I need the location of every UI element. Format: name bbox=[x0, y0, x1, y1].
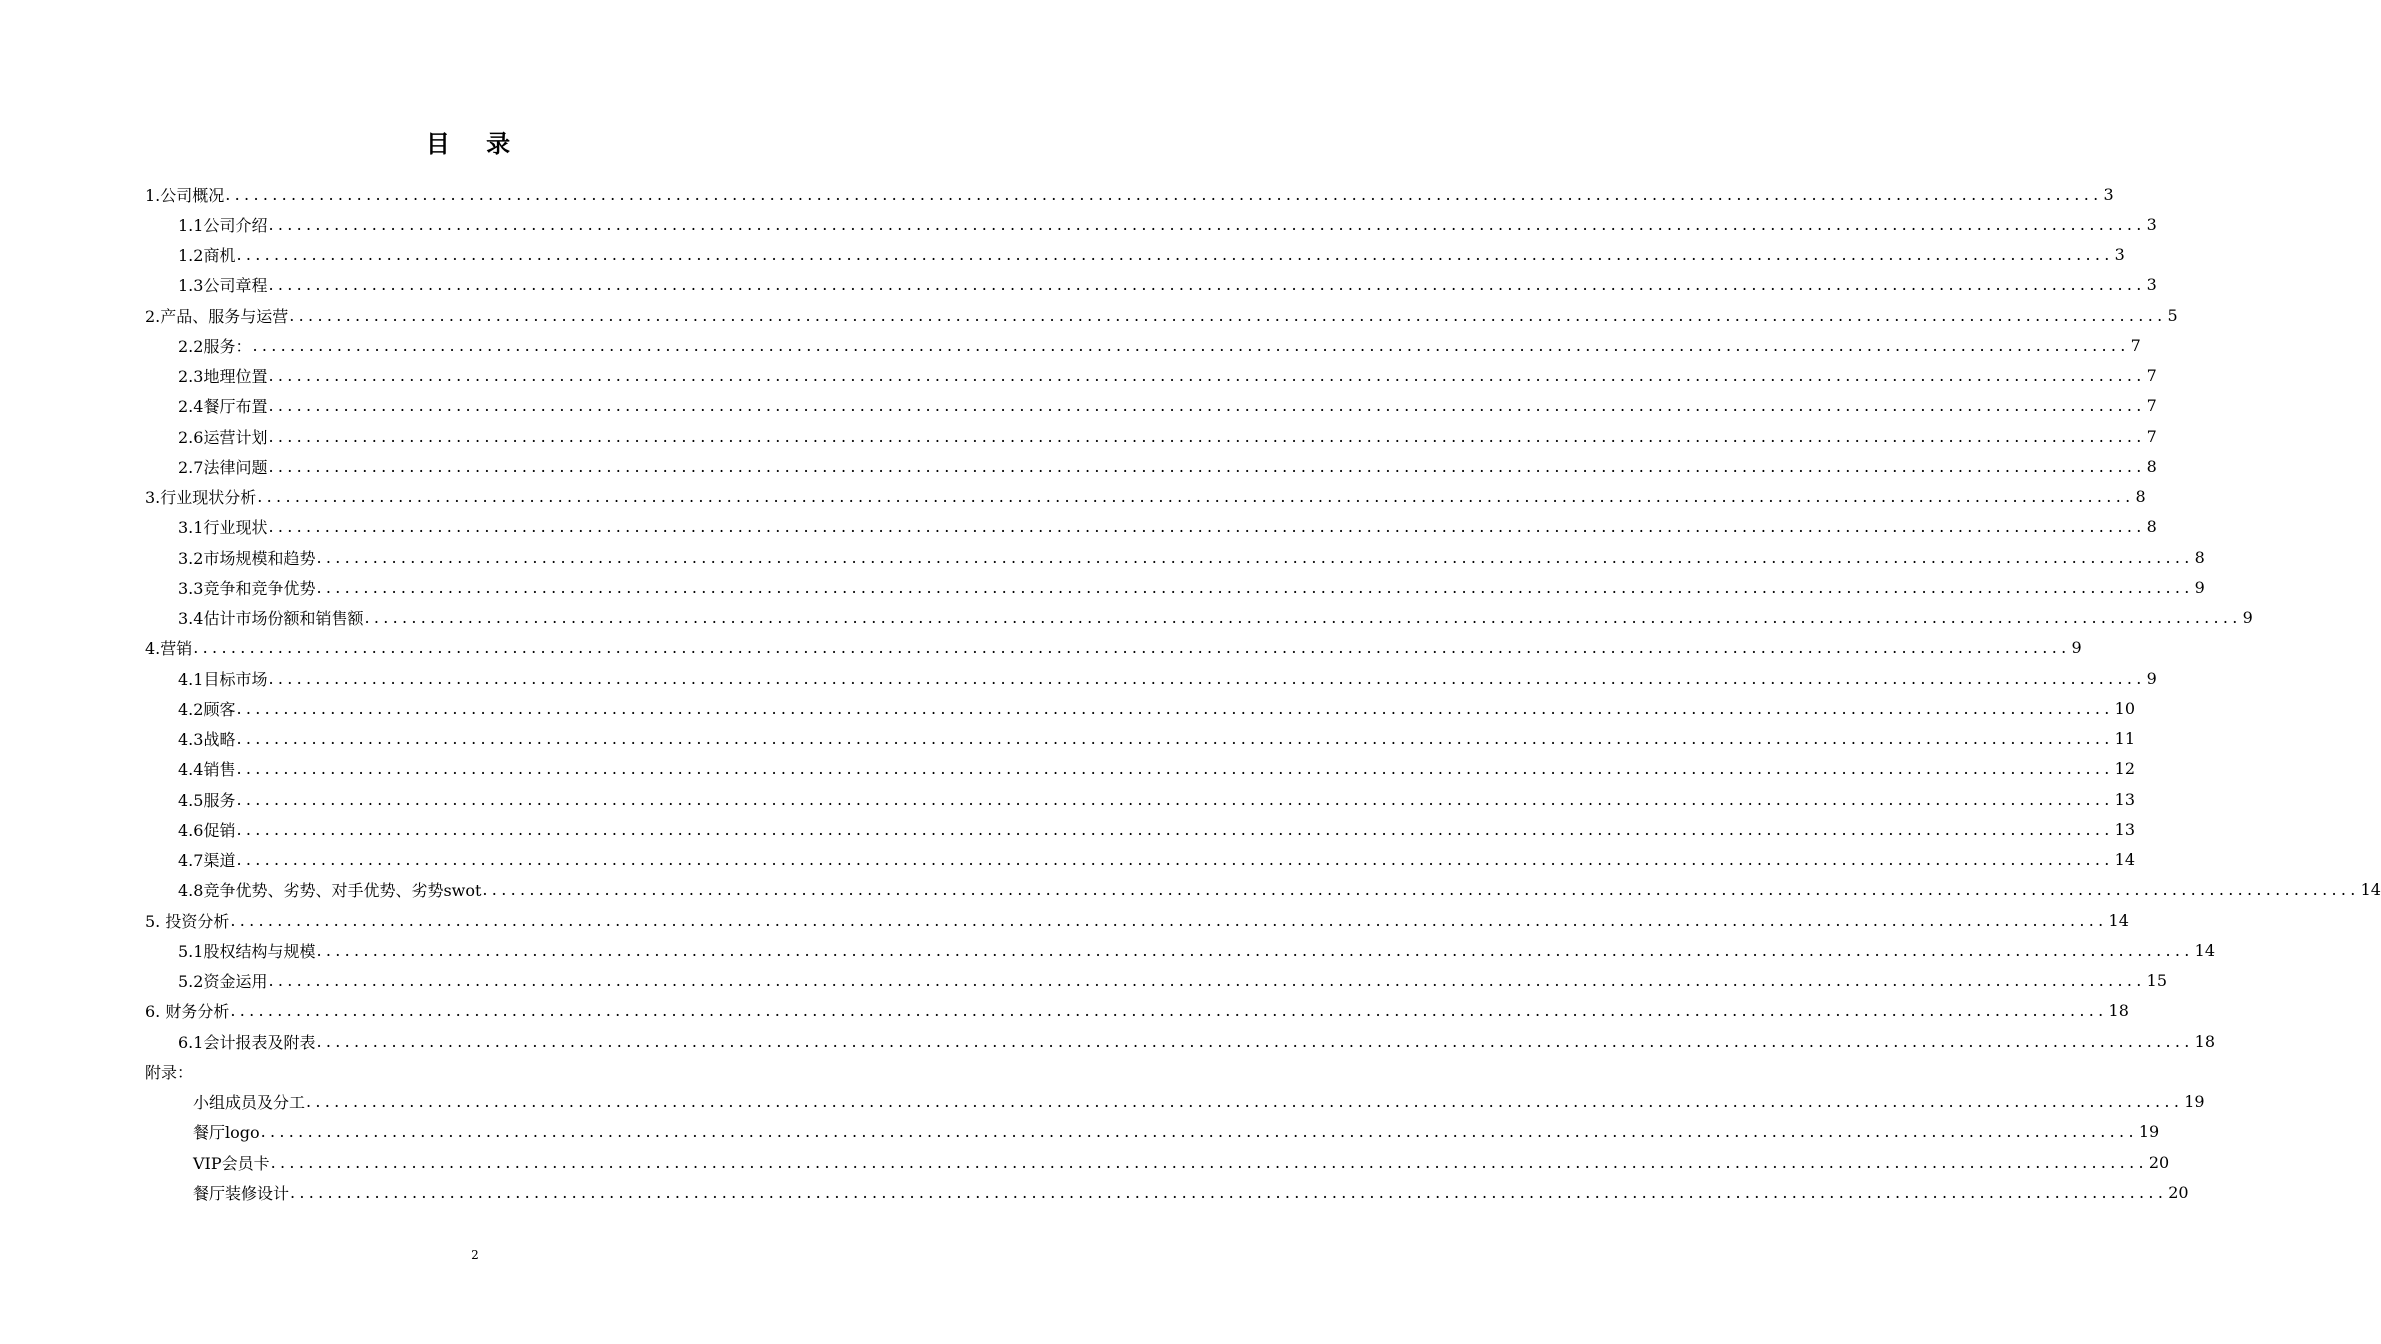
toc-entry[interactable] bbox=[178, 333, 2141, 357]
toc-entry-label: 4.3战略 bbox=[178, 730, 236, 749]
toc-entry-label: 6. 财务分析 bbox=[145, 1002, 230, 1022]
dot-leader: ........................................................................................................................................................................................................ bbox=[364, 608, 2242, 627]
toc-entry-page: 13 bbox=[2114, 789, 2135, 809]
toc-title: 目 录 bbox=[425, 130, 525, 158]
toc-entry-page: 18 bbox=[2194, 1031, 2215, 1051]
toc-entry-label: 餐厅装修设计 bbox=[193, 1183, 290, 1203]
toc-entry-page: 19 bbox=[2184, 1092, 2205, 1111]
toc-entry-page: 9 bbox=[2146, 668, 2157, 688]
toc-entry[interactable] bbox=[178, 545, 2205, 569]
toc-entry[interactable] bbox=[178, 878, 2381, 902]
toc-entry[interactable] bbox=[145, 303, 2178, 327]
toc-entry[interactable] bbox=[145, 182, 2114, 206]
dot-leader: ........................................................................................................................................................................................................ bbox=[230, 910, 2108, 930]
toc-entry-page: 9 bbox=[2242, 608, 2253, 627]
dot-leader: ........................................................................................................................................................................................................ bbox=[268, 426, 2146, 446]
toc-entry[interactable] bbox=[193, 1180, 2189, 1204]
toc-entry[interactable] bbox=[145, 636, 2082, 660]
toc-entry-label: VIP会员卡 bbox=[193, 1153, 270, 1173]
toc-entry[interactable] bbox=[178, 454, 2157, 478]
dot-leader: ........................................................................................................................................................................................................ bbox=[236, 819, 2114, 839]
toc-entry-label: 2.产品、服务与运营 bbox=[145, 306, 289, 326]
toc-entry-label: 2.6运营计划 bbox=[178, 427, 268, 447]
toc-entry-page: 9 bbox=[2071, 638, 2082, 658]
toc-entry[interactable] bbox=[178, 575, 2205, 599]
toc-entry-page: 8 bbox=[2194, 547, 2205, 567]
toc-entry-page: 13 bbox=[2114, 819, 2135, 839]
dot-leader: ........................................................................................................................................................................................................ bbox=[482, 880, 2360, 900]
toc-entry[interactable] bbox=[178, 515, 2157, 539]
toc-entry[interactable] bbox=[145, 999, 2129, 1023]
toc-entry-label: 5.1股权结构与规模 bbox=[178, 941, 316, 961]
toc-entry-label: 4.6促销 bbox=[178, 820, 236, 840]
dot-leader: ........................................................................................................................................................................................................ bbox=[268, 214, 2146, 234]
toc-entry-label: 3.2市场规模和趋势 bbox=[178, 548, 316, 568]
toc-entry[interactable] bbox=[178, 938, 2215, 962]
dot-leader: ........................................................................................................................................................................................................ bbox=[316, 1031, 2194, 1051]
toc-entry[interactable] bbox=[145, 908, 2129, 932]
toc-entry-page: 14 bbox=[2108, 910, 2129, 930]
toc-entry-page: 3 bbox=[2146, 214, 2157, 234]
dot-leader: ........................................................................................................................................................................................................ bbox=[268, 456, 2146, 476]
toc-entry-page: 11 bbox=[2114, 729, 2135, 748]
toc-entry-page: 7 bbox=[2130, 335, 2141, 355]
toc-entry-page: 20 bbox=[2168, 1182, 2189, 1202]
toc-entry-page: 10 bbox=[2114, 698, 2135, 718]
toc-entry[interactable] bbox=[193, 1120, 2160, 1144]
toc-entry-label: 1.1公司介绍 bbox=[178, 215, 268, 235]
dot-leader: ........................................................................................................................................................................................................ bbox=[230, 1001, 2108, 1021]
toc-entry-label: 5. 投资分析 bbox=[145, 911, 230, 931]
toc-entry-page: 7 bbox=[2146, 396, 2157, 416]
toc-entry[interactable] bbox=[178, 394, 2157, 418]
dot-leader: ........................................................................................................................................................................................................ bbox=[225, 184, 2103, 204]
dot-leader: ........................................................................................................................................................................................................ bbox=[268, 668, 2146, 688]
toc-entry[interactable] bbox=[178, 606, 2253, 630]
toc-entry-page: 19 bbox=[2138, 1122, 2160, 1142]
toc-entry[interactable] bbox=[178, 787, 2135, 811]
toc-entry[interactable] bbox=[178, 757, 2135, 781]
toc-entry[interactable] bbox=[178, 817, 2135, 841]
toc-entry-page: 3 bbox=[2114, 245, 2125, 264]
dot-leader: ........................................................................................................................................................................................................ bbox=[268, 517, 2146, 537]
toc-entry-label: 1.2商机 bbox=[178, 246, 236, 265]
toc-entry-page: 15 bbox=[2146, 971, 2167, 990]
toc-entry-label: 2.4餐厅布置 bbox=[178, 397, 268, 417]
toc-entry[interactable] bbox=[193, 1150, 2170, 1174]
dot-leader: ........................................................................................................................................................................................................ bbox=[193, 638, 2071, 658]
dot-leader: ........................................................................................................................................................................................................ bbox=[268, 971, 2146, 990]
toc-entry-label: 2.2服务： bbox=[178, 336, 252, 356]
toc-entry-page: 9 bbox=[2194, 577, 2205, 597]
toc-entry-label: 小组成员及分工 bbox=[193, 1093, 306, 1112]
toc-entry[interactable] bbox=[178, 1029, 2215, 1053]
toc-entry-page: 12 bbox=[2114, 759, 2135, 779]
toc-entry-label: 3.1行业现状 bbox=[178, 518, 268, 538]
toc-entry-page: 7 bbox=[2146, 366, 2157, 385]
dot-leader: ........................................................................................................................................................................................................ bbox=[306, 1092, 2184, 1111]
dot-leader: ........................................................................................................................................................................................................ bbox=[236, 698, 2114, 718]
dot-leader: ........................................................................................................................................................................................................ bbox=[316, 547, 2194, 567]
toc-entry[interactable] bbox=[145, 485, 2146, 509]
toc-entry-page: 8 bbox=[2146, 456, 2157, 476]
toc-entry-page: 7 bbox=[2146, 426, 2157, 446]
toc-entry[interactable] bbox=[178, 424, 2157, 448]
toc-entry-page: 3 bbox=[2103, 184, 2114, 204]
toc-entry[interactable] bbox=[178, 666, 2157, 690]
toc-entry-page: 8 bbox=[2135, 487, 2146, 506]
toc-entry[interactable] bbox=[178, 364, 2157, 388]
toc-entry-page: 8 bbox=[2146, 517, 2157, 537]
dot-leader: ........................................................................................................................................................................................................ bbox=[236, 789, 2114, 809]
dot-leader: ........................................................................................................................................................................................................ bbox=[236, 245, 2114, 264]
toc-entry-page: 14 bbox=[2360, 880, 2381, 900]
dot-leader: ........................................................................................................................................................................................................ bbox=[290, 1182, 2168, 1202]
dot-leader: ........................................................................................................................................................................................................ bbox=[236, 729, 2114, 748]
toc-entry[interactable] bbox=[145, 1059, 805, 1083]
toc-entry-page: 20 bbox=[2148, 1152, 2170, 1172]
toc-entry-page: 14 bbox=[2114, 850, 2135, 869]
dot-leader: ........................................................................................................................................................................................................ bbox=[316, 577, 2194, 597]
toc-entry-label: 4.1目标市场 bbox=[178, 669, 268, 689]
page-number: 2 bbox=[471, 1248, 479, 1262]
dot-leader: ........................................................................................................................................................................................................ bbox=[289, 305, 2167, 325]
toc-entry[interactable] bbox=[178, 969, 2167, 993]
dot-leader: ........................................................................................................................................................................................................ bbox=[270, 1152, 2148, 1172]
dot-leader: ........................................................................................................................................................................................................ bbox=[268, 366, 2146, 385]
toc-entry-label: 附录： bbox=[145, 1062, 194, 1082]
dot-leader: ........................................................................................................................................................................................................ bbox=[236, 759, 2114, 779]
toc-entry-page: 3 bbox=[2146, 275, 2157, 295]
toc-entry-label: 4.2顾客 bbox=[178, 699, 236, 719]
toc-entry-page: 5 bbox=[2167, 305, 2178, 325]
toc-entry-page: 14 bbox=[2194, 940, 2215, 960]
toc-entry[interactable] bbox=[193, 1090, 2205, 1114]
toc-entry[interactable] bbox=[178, 212, 2157, 236]
toc-entry[interactable] bbox=[178, 848, 2135, 872]
toc-entry[interactable] bbox=[178, 696, 2135, 720]
toc-entry-label: 3.4估计市场份额和销售额 bbox=[178, 609, 364, 628]
dot-leader: ........................................................................................................................................................................................................ bbox=[252, 335, 2130, 355]
dot-leader: ........................................................................................................................................................................................................ bbox=[260, 1122, 2138, 1142]
toc-entry-label: 2.7法律问题 bbox=[178, 457, 268, 477]
toc-entry-label: 1.3公司章程 bbox=[178, 276, 268, 296]
toc-entry[interactable] bbox=[178, 727, 2135, 751]
toc-entry-label: 4.营销 bbox=[145, 639, 193, 659]
toc-entry[interactable] bbox=[178, 243, 2125, 267]
dot-leader: ........................................................................................................................................................................................................ bbox=[257, 487, 2135, 506]
toc-entry-label: 2.3地理位置 bbox=[178, 367, 268, 386]
toc-entry-label: 1.公司概况 bbox=[145, 185, 225, 205]
toc-entry-label: 4.7渠道 bbox=[178, 851, 236, 870]
toc-entry-label: 餐厅logo bbox=[193, 1123, 260, 1143]
toc-entry-page: 18 bbox=[2108, 1001, 2129, 1021]
toc-entry-label: 3.3竞争和竞争优势 bbox=[178, 578, 316, 598]
dot-leader: ........................................................................................................................................................................................................ bbox=[268, 275, 2146, 295]
toc-entry-label: 4.4销售 bbox=[178, 760, 236, 780]
dot-leader: ........................................................................................................................................................................................................ bbox=[316, 940, 2194, 960]
toc-entry[interactable] bbox=[178, 273, 2157, 297]
toc-entry-label: 5.2资金运用 bbox=[178, 972, 268, 991]
toc-entry-label: 3.行业现状分析 bbox=[145, 488, 257, 507]
toc-entry-label: 4.5服务 bbox=[178, 790, 236, 810]
toc-entry-label: 6.1会计报表及附表 bbox=[178, 1032, 316, 1052]
dot-leader: ........................................................................................................................................................................................................ bbox=[236, 850, 2114, 869]
dot-leader: ........................................................................................................................................................................................................ bbox=[268, 396, 2146, 416]
toc-entry-label: 4.8竞争优势、劣势、对手优势、劣势swot bbox=[178, 881, 482, 901]
